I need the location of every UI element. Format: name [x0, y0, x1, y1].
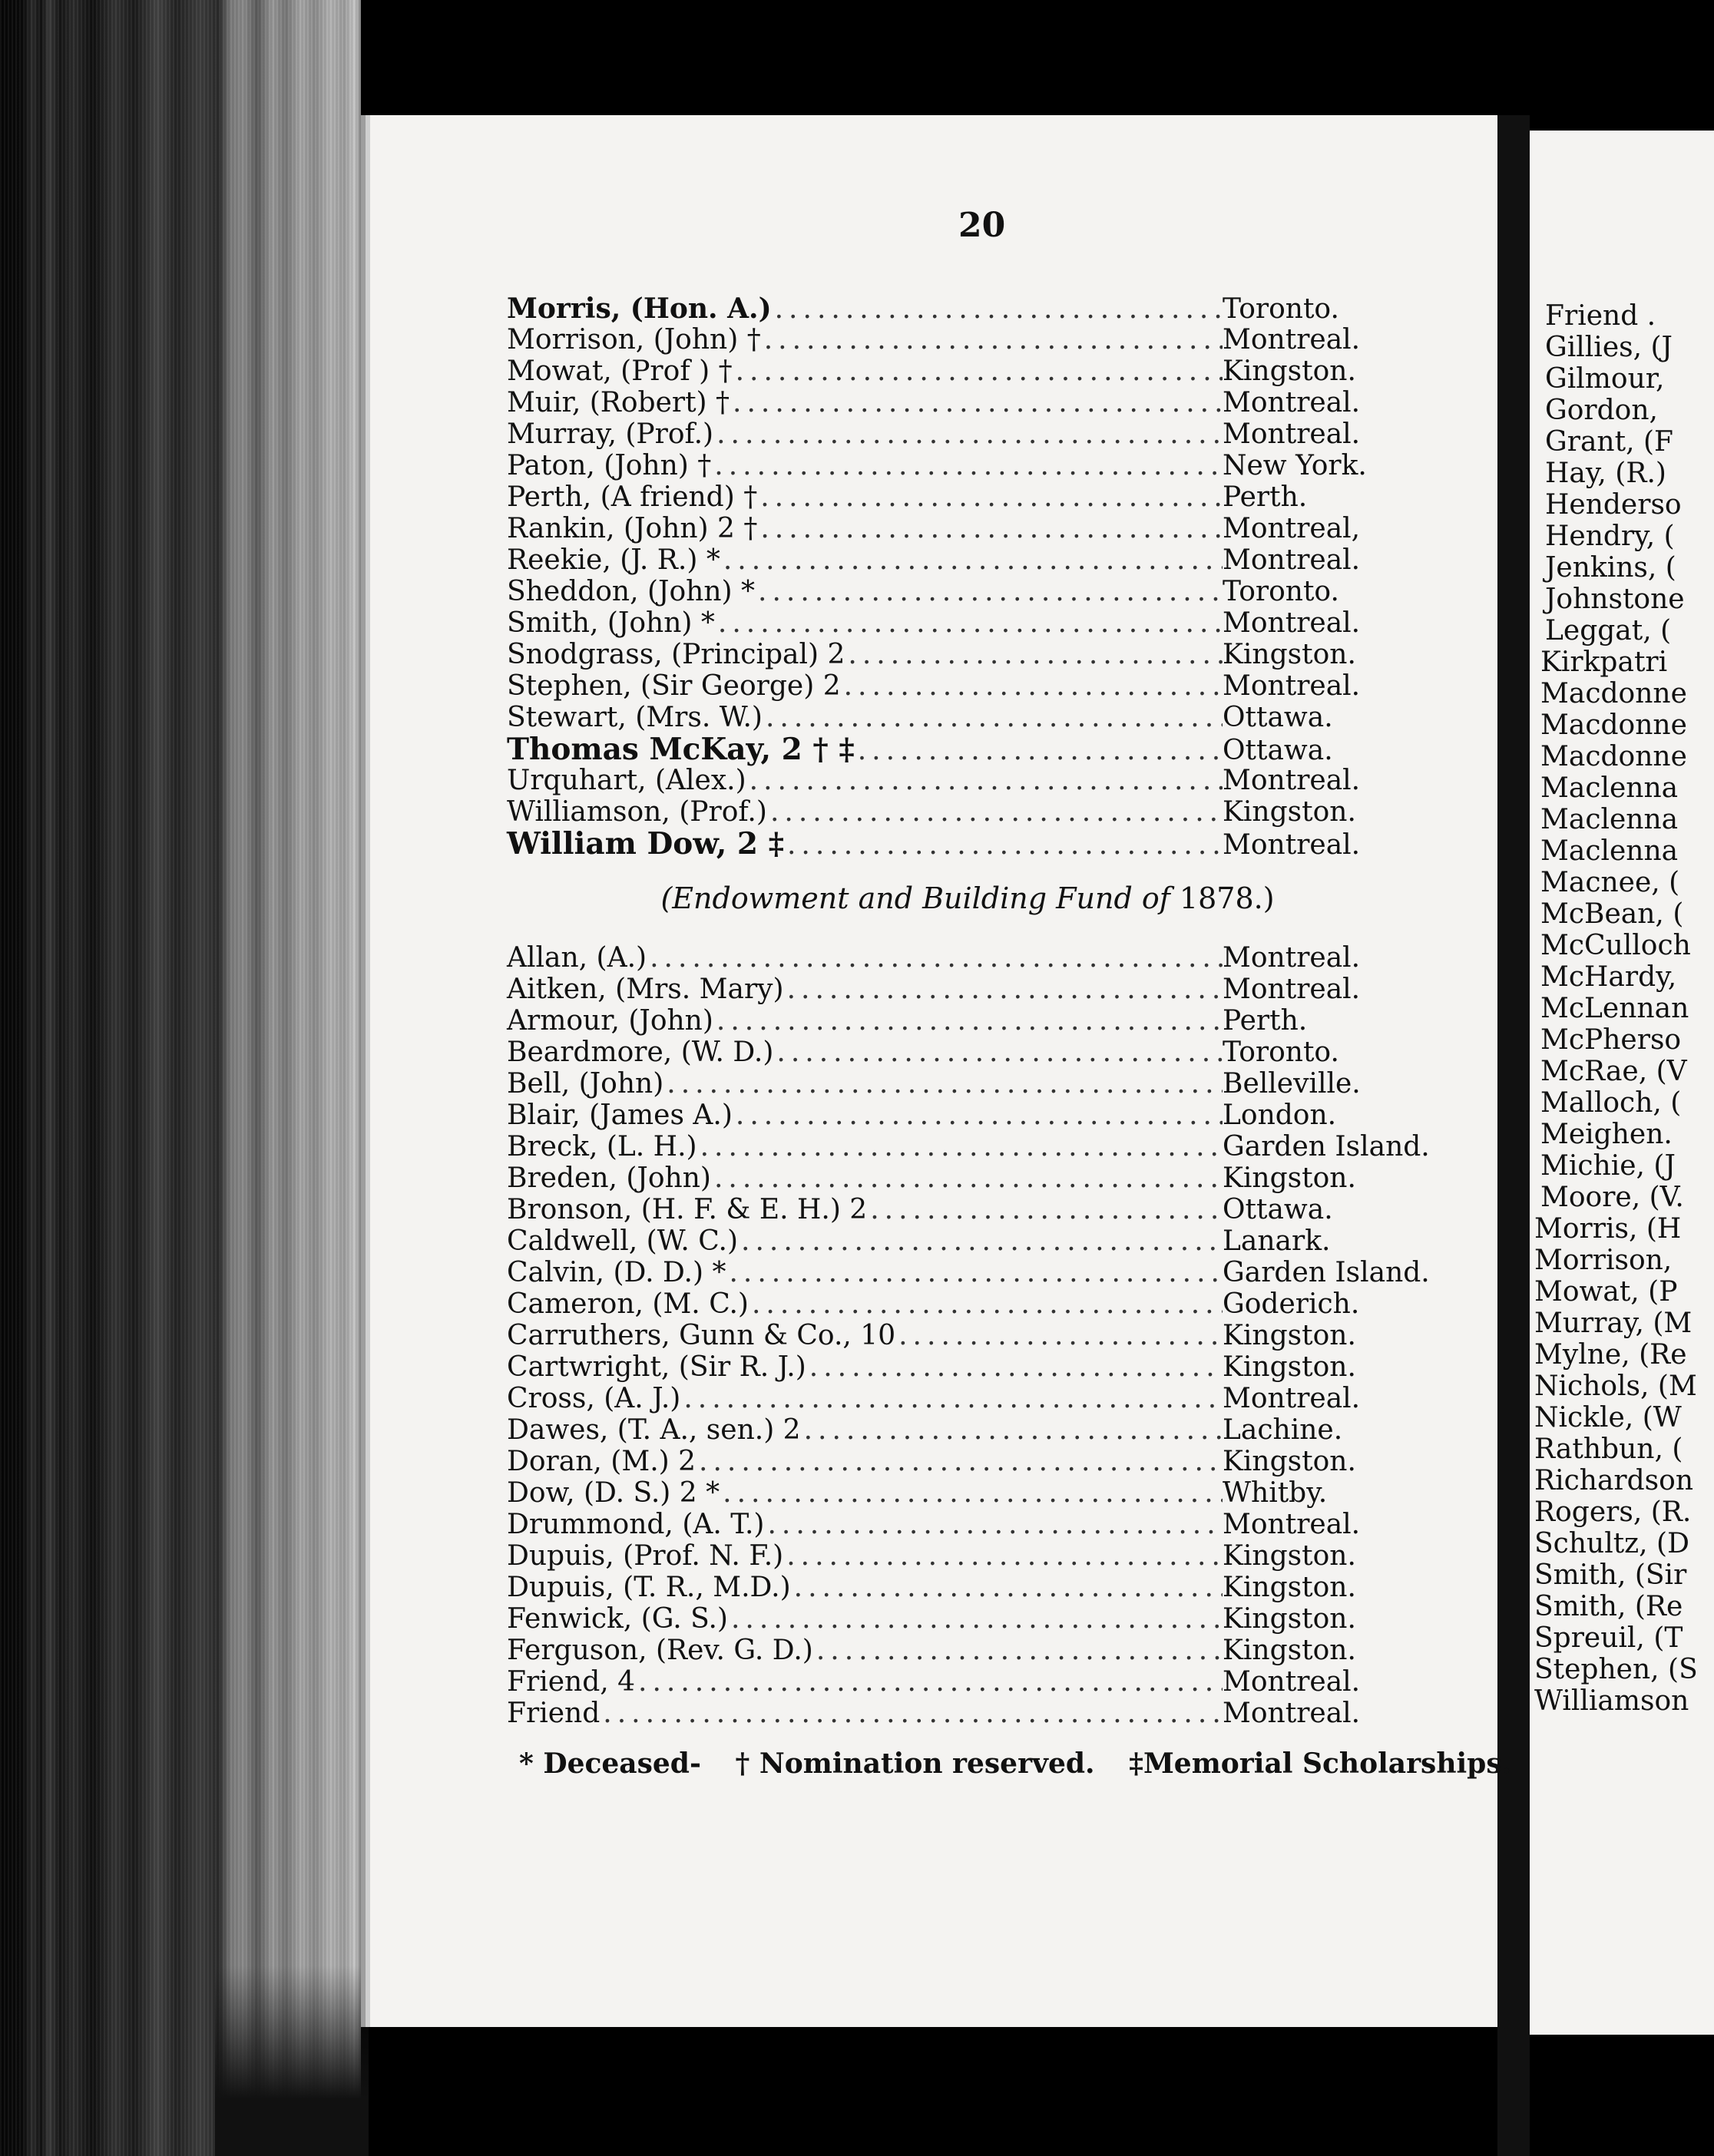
book-page-edges	[0, 0, 361, 2156]
list-entry	[507, 828, 1428, 859]
entry-name: Dow, (D. S.) 2 *	[507, 1477, 720, 1509]
leader-dots	[784, 974, 1223, 1005]
legend-footer	[507, 1748, 1512, 1780]
entry-place: Toronto.	[1223, 1037, 1339, 1068]
entry-name: William Dow, 2 ‡	[507, 826, 784, 861]
entry-place: Kingston.	[1223, 639, 1356, 670]
right-page-line: Moore, (V.	[1540, 1182, 1684, 1213]
entry-name: Bell, (John)	[507, 1068, 664, 1099]
list-entry	[507, 974, 1428, 1005]
leader-dots	[801, 1415, 1223, 1446]
right-page-line: Kirkpatri	[1540, 646, 1668, 678]
entry-place: Ottawa.	[1223, 1194, 1333, 1225]
list-entry	[507, 640, 1428, 670]
entry-name: Rankin, (John) 2 †	[507, 513, 758, 544]
right-page-line: Gillies, (J	[1545, 332, 1673, 363]
entry-name: Breden, (John)	[507, 1162, 711, 1194]
entry-name: Drummond, (A. T.)	[507, 1509, 765, 1540]
leader-dots	[855, 736, 1223, 766]
list-entry	[507, 1698, 1428, 1729]
entry-name: Breck, (L. H.)	[507, 1131, 697, 1162]
leader-dots	[772, 294, 1223, 325]
leader-dots	[635, 1667, 1223, 1698]
right-page-line: Schultz, (D	[1534, 1528, 1689, 1559]
legend-nomination: † Nomination reserved.	[735, 1748, 1095, 1780]
entry-name: Bronson, (H. F. & E. H.) 2	[507, 1194, 868, 1225]
entry-place: Montreal.	[1223, 387, 1361, 418]
leader-dots	[757, 482, 1223, 513]
entry-name: Friend	[507, 1698, 601, 1729]
right-page-line: Smith, (Re	[1534, 1591, 1683, 1622]
page-number: 20	[958, 206, 1006, 245]
list-entry	[507, 577, 1428, 607]
list-entry	[507, 545, 1428, 576]
list-entry	[507, 1667, 1428, 1698]
right-page-line: Spreuil, (T	[1534, 1622, 1683, 1654]
entry-name: Beardmore, (W. D.)	[507, 1037, 774, 1068]
entry-place: Montreal.	[1223, 1698, 1361, 1729]
list-entry	[507, 1604, 1428, 1635]
right-page-line: McCulloch	[1540, 930, 1691, 961]
right-page-line: Meighen.	[1540, 1119, 1673, 1150]
entry-place: Montreal.	[1223, 607, 1361, 639]
leader-dots	[697, 1132, 1223, 1162]
right-page-line: Richardson	[1534, 1465, 1694, 1496]
right-page-line: Maclenna	[1540, 835, 1679, 867]
leader-dots	[647, 943, 1223, 974]
leader-dots	[867, 1195, 1223, 1225]
right-page-line: Smith, (Sir	[1534, 1559, 1687, 1591]
leader-dots	[895, 1321, 1223, 1351]
entry-name: Fenwick, (G. S.)	[507, 1603, 728, 1635]
right-page-line: Hay, (R.)	[1545, 458, 1666, 489]
entry-place: Kingston.	[1223, 1603, 1356, 1635]
list-entry	[507, 1478, 1428, 1509]
entry-name: Caldwell, (W. C.)	[507, 1225, 738, 1257]
leader-dots	[600, 1698, 1223, 1729]
right-page-line: Williamson	[1534, 1685, 1689, 1717]
right-page-line: Leggat, (	[1545, 615, 1672, 646]
entry-name: Allan, (A.)	[507, 942, 647, 974]
entry-place: Montreal.	[1223, 1383, 1361, 1414]
list-entry	[507, 1384, 1428, 1414]
list-entry	[507, 514, 1428, 544]
entry-name: Calvin, (D. D.) *	[507, 1257, 726, 1288]
list-entry	[507, 1447, 1428, 1477]
right-page-line: Morris, (H	[1534, 1213, 1682, 1245]
entry-place: Garden Island.	[1223, 1257, 1430, 1288]
leader-dots	[728, 1604, 1223, 1635]
entry-place: Toronto.	[1223, 576, 1339, 607]
list-entry	[507, 671, 1428, 702]
entry-name: Urquhart, (Alex.)	[507, 765, 746, 796]
leader-dots	[711, 1163, 1223, 1194]
list-entry	[507, 1289, 1428, 1320]
entry-place: Montreal.	[1223, 765, 1361, 796]
leader-dots	[845, 640, 1223, 670]
leader-dots	[783, 1541, 1223, 1572]
entry-name: Doran, (M.) 2	[507, 1446, 697, 1477]
list-entry	[507, 1132, 1428, 1162]
entry-place: Montreal.	[1223, 324, 1361, 355]
entry-name: Morris, (Hon. A.)	[507, 293, 772, 325]
entry-place: Montreal.	[1223, 418, 1361, 450]
list-entry	[507, 1510, 1428, 1540]
leader-dots	[767, 797, 1223, 828]
list-entry	[507, 1163, 1428, 1194]
right-page-line: Stephen, (S	[1534, 1654, 1698, 1685]
entry-place: Montreal.	[1223, 1666, 1361, 1698]
right-page-line: Macdonne	[1540, 709, 1687, 741]
leader-dots	[711, 451, 1223, 481]
leader-dots	[713, 1006, 1223, 1037]
leader-dots	[733, 1100, 1223, 1131]
leader-dots	[713, 419, 1223, 450]
list-entry	[507, 1572, 1428, 1603]
list-entry	[507, 419, 1428, 450]
right-page-line: Grant, (F	[1545, 426, 1673, 458]
entry-name: Mowat, (Prof ) †	[507, 355, 733, 387]
leader-dots	[746, 766, 1223, 796]
right-page-line: Johnstone	[1545, 584, 1685, 615]
leader-dots	[696, 1447, 1223, 1477]
right-page-line: McLennan	[1540, 993, 1689, 1024]
right-page-line: Gordon,	[1545, 395, 1658, 426]
entry-place: Garden Island.	[1223, 1131, 1430, 1162]
entry-place: Lachine.	[1223, 1414, 1343, 1446]
entry-name: Cross, (A. J.)	[507, 1383, 681, 1414]
entry-name: Paton, (John) †	[507, 450, 712, 481]
entry-name: Cartwright, (Sir R. J.)	[507, 1351, 806, 1383]
right-page-line: Nichols, (M	[1534, 1371, 1697, 1402]
entry-place: Kingston.	[1223, 1446, 1356, 1477]
leader-dots	[749, 1289, 1223, 1320]
entry-name: Muir, (Robert) †	[507, 387, 730, 418]
leader-dots	[733, 356, 1223, 387]
entry-name: Dupuis, (Prof. N. F.)	[507, 1540, 784, 1572]
entry-name: Stephen, (Sir George) 2	[507, 670, 841, 702]
entry-name: Cameron, (M. C.)	[507, 1288, 749, 1320]
list-entry	[507, 703, 1428, 733]
right-page-line: Hendry, (	[1545, 521, 1675, 552]
leader-dots	[791, 1572, 1223, 1603]
entry-place: Montreal.	[1223, 829, 1361, 861]
entry-place: Ottawa.	[1223, 735, 1333, 766]
entry-name: Thomas McKay, 2 † ‡	[507, 732, 855, 767]
right-page-line: Murray, (M	[1534, 1308, 1692, 1339]
right-page-line: Mylne, (Re	[1534, 1339, 1687, 1371]
list-entry	[507, 356, 1428, 387]
entry-name: Armour, (John)	[507, 1005, 713, 1037]
entry-place: Kingston.	[1223, 796, 1356, 828]
entry-place: Perth.	[1223, 481, 1308, 513]
entry-name: Murray, (Prof.)	[507, 418, 714, 450]
list-entry	[507, 482, 1428, 513]
list-entry	[507, 608, 1428, 639]
leader-dots	[841, 671, 1223, 702]
entry-place: Kingston.	[1223, 1162, 1356, 1194]
right-page-line: Mowat, (P	[1534, 1276, 1678, 1308]
right-page-line: Henderso	[1545, 489, 1682, 521]
edge-shadow	[215, 1966, 369, 2156]
leader-dots	[715, 608, 1223, 639]
right-page-line: Jenkins, (	[1545, 552, 1676, 584]
entry-name: Blair, (James A.)	[507, 1099, 733, 1131]
entry-name: Dupuis, (T. R., M.D.)	[507, 1572, 791, 1603]
right-page-line: Nickle, (W	[1534, 1402, 1682, 1433]
list-entry	[507, 1321, 1428, 1351]
entry-place: Kingston.	[1223, 1351, 1356, 1383]
list-entry	[507, 1037, 1428, 1068]
entry-place: Kingston.	[1223, 1540, 1356, 1572]
list-entry	[507, 1541, 1428, 1572]
entry-place: Montreal.	[1223, 670, 1361, 702]
entry-place: Montreal.	[1223, 1509, 1361, 1540]
legend-memorial: ‡Memorial Scholarships.	[1129, 1748, 1512, 1780]
entry-name: Sheddon, (John) *	[507, 576, 755, 607]
entry-place: Montreal.	[1223, 544, 1361, 576]
entry-place: Kingston.	[1223, 355, 1356, 387]
entry-place: Kingston.	[1223, 1635, 1356, 1666]
list-entry	[507, 293, 1428, 324]
legend-deceased: * Deceased-	[519, 1748, 701, 1780]
leader-dots	[730, 388, 1223, 418]
right-page-line: Maclenna	[1540, 804, 1679, 835]
entry-name: Friend, 4	[507, 1666, 636, 1698]
right-page-line: Michie, (J	[1540, 1150, 1676, 1182]
right-page-line: Maclenna	[1540, 772, 1679, 804]
leader-dots	[663, 1069, 1223, 1099]
entry-place: Whitby.	[1223, 1477, 1328, 1509]
list-entry	[507, 1352, 1428, 1383]
list-entry	[507, 1069, 1428, 1099]
entry-place: London.	[1223, 1099, 1337, 1131]
right-page-line: McBean, (	[1540, 898, 1684, 930]
entry-place: Montreal.	[1223, 942, 1361, 974]
right-page-line: McHardy,	[1540, 961, 1677, 993]
entry-name: Carruthers, Gunn & Co., 10	[507, 1320, 896, 1351]
leader-dots	[680, 1384, 1223, 1414]
section-heading-italic: (Endowment and Building Fund of	[660, 881, 1170, 915]
leader-dots	[784, 830, 1223, 861]
leader-dots	[720, 1478, 1223, 1509]
entry-place: Montreal.	[1223, 974, 1361, 1005]
entry-name: Ferguson, (Rev. G. D.)	[507, 1635, 813, 1666]
leader-dots	[726, 1258, 1223, 1288]
list-entry	[507, 734, 1428, 765]
leader-dots	[806, 1352, 1223, 1383]
right-page-line: Macnee, (	[1540, 867, 1680, 898]
leader-dots	[755, 577, 1223, 607]
list-entry	[507, 1195, 1428, 1225]
right-page-line: Friend .	[1545, 300, 1656, 332]
list-entry	[507, 766, 1428, 796]
right-page-line: McRae, (V	[1540, 1056, 1687, 1087]
leader-dots	[757, 514, 1223, 544]
leader-dots	[738, 1226, 1223, 1257]
entry-place: Ottawa.	[1223, 702, 1333, 733]
list-entry	[507, 797, 1428, 828]
list-entry	[507, 1415, 1428, 1446]
right-page-line: Macdonne	[1540, 678, 1687, 709]
entry-place: Kingston.	[1223, 1320, 1356, 1351]
right-page-line: Gilmour,	[1545, 363, 1665, 395]
list-entry	[507, 1258, 1428, 1288]
entry-name: Dawes, (T. A., sen.) 2	[507, 1414, 801, 1446]
leader-dots	[764, 1510, 1223, 1540]
right-page-line: Rathbun, (	[1534, 1433, 1683, 1465]
leader-dots	[761, 325, 1223, 355]
entry-name: Stewart, (Mrs. W.)	[507, 702, 763, 733]
entry-place: Goderich.	[1223, 1288, 1360, 1320]
entry-place: New York.	[1223, 450, 1367, 481]
list-entry	[507, 1100, 1428, 1131]
section-heading-year: 1878.)	[1170, 881, 1275, 915]
leader-dots	[813, 1635, 1223, 1666]
entry-place: Lanark.	[1223, 1225, 1331, 1257]
right-page-line: Morrison,	[1534, 1245, 1673, 1276]
entry-name: Snodgrass, (Principal) 2	[507, 639, 845, 670]
entry-place: Toronto.	[1223, 293, 1339, 325]
list-entry	[507, 388, 1428, 418]
entry-place: Montreal,	[1223, 513, 1361, 544]
leader-dots	[763, 703, 1223, 733]
entry-name: Reekie, (J. R.) *	[507, 544, 720, 576]
entry-place: Perth.	[1223, 1005, 1308, 1037]
right-page-line: McPherso	[1540, 1024, 1682, 1056]
list-entry	[507, 451, 1428, 481]
section-heading	[507, 881, 1428, 915]
list-entry	[507, 325, 1428, 355]
list-entry	[507, 1226, 1428, 1257]
list-entry	[507, 1006, 1428, 1037]
list-entry	[507, 943, 1428, 974]
leader-dots	[773, 1037, 1223, 1068]
book-gutter	[1497, 115, 1530, 2156]
right-page-line: Malloch, (	[1540, 1087, 1682, 1119]
entry-place: Belleville.	[1223, 1068, 1361, 1099]
list-entry	[507, 1635, 1428, 1666]
right-page-line: Rogers, (R.	[1534, 1496, 1692, 1528]
right-page	[1530, 131, 1714, 2035]
entry-name: Smith, (John) *	[507, 607, 715, 639]
entry-name: Morrison, (John) †	[507, 324, 761, 355]
entry-name: Aitken, (Mrs. Mary)	[507, 974, 784, 1005]
leader-dots	[720, 545, 1223, 576]
entry-place: Kingston.	[1223, 1572, 1356, 1603]
right-page-line: Macdonne	[1540, 741, 1687, 772]
entry-name: Perth, (A friend) †	[507, 481, 758, 513]
entry-name: Williamson, (Prof.)	[507, 796, 767, 828]
